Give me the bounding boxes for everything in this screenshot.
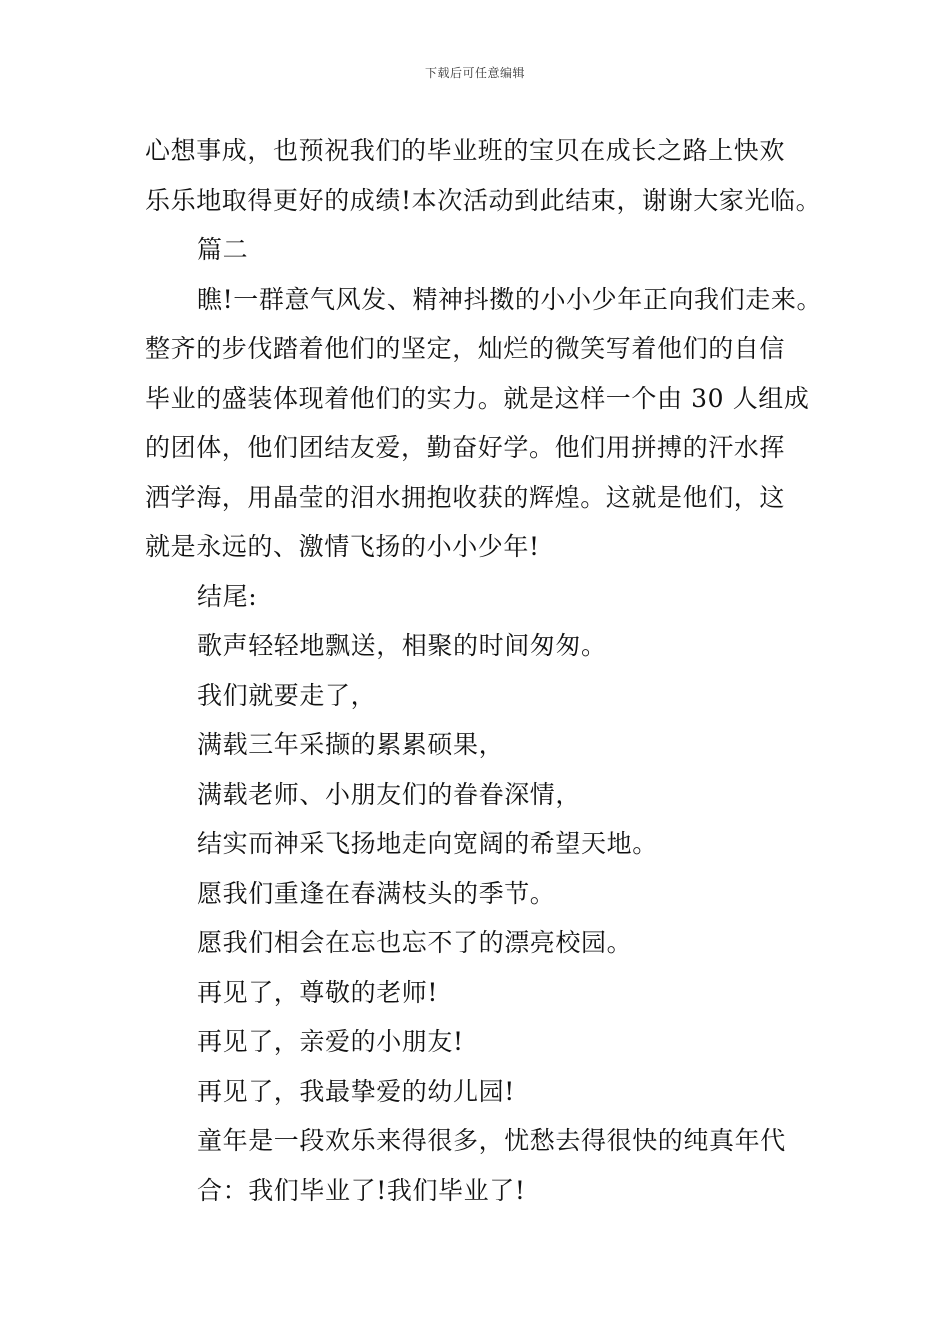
text-line: 再见了，尊敬的老师!: [197, 977, 439, 1007]
section-heading: 篇二: [197, 235, 249, 264]
text-line: 瞧!一群意气风发、精神抖擞的小小少年正向我们走来。: [197, 284, 823, 314]
text-line: 愿我们重逢在春满枝头的季节。: [197, 878, 556, 908]
text-line: 我们就要走了，: [197, 680, 377, 710]
text-line: 满载老师、小朋友们的眷眷深情，: [197, 779, 582, 809]
text-line: 洒学海，用晶莹的泪水拥抱收获的辉煌。这就是他们，这: [145, 482, 786, 512]
section-heading: 结尾:: [197, 581, 258, 611]
document-body: [145, 126, 845, 1215]
text-line: 合：我们毕业了!我们毕业了!: [197, 1175, 526, 1205]
text-line: 歌声轻轻地飘送，相聚的时间匆匆。: [197, 631, 607, 660]
text-line: 结实而神采飞扬地走向宽阔的希望天地。: [197, 829, 658, 858]
text-line: 的团体，他们团结友爱，勤奋好学。他们用拼搏的汗水挥: [145, 433, 786, 462]
header-note: 下载后可任意编辑: [424, 66, 525, 80]
text-line: 再见了，亲爱的小朋友!: [197, 1027, 464, 1056]
text-line: 再见了，我最挚爱的幼儿园!: [197, 1076, 515, 1106]
text-line: 乐乐地取得更好的成绩!本次活动到此结束，谢谢大家光临。: [145, 185, 822, 215]
text-line: 毕业的盛装体现着他们的实力。就是这样一个由 30 人组成: [145, 383, 810, 413]
text-line: 童年是一段欢乐来得很多，忧愁去得很快的纯真年代: [197, 1126, 786, 1155]
text-line: 整齐的步伐踏着他们的坚定，灿烂的微笑写着他们的自信: [145, 334, 786, 363]
text-line: 就是永远的、激情飞扬的小小少年!: [145, 532, 540, 561]
text-line: 愿我们相会在忘也忘不了的漂亮校园。: [197, 928, 633, 957]
text-line: 满载三年采撷的累累硕果，: [197, 730, 505, 759]
text-line: 心想事成，也预祝我们的毕业班的宝贝在成长之路上快欢: [145, 136, 786, 165]
